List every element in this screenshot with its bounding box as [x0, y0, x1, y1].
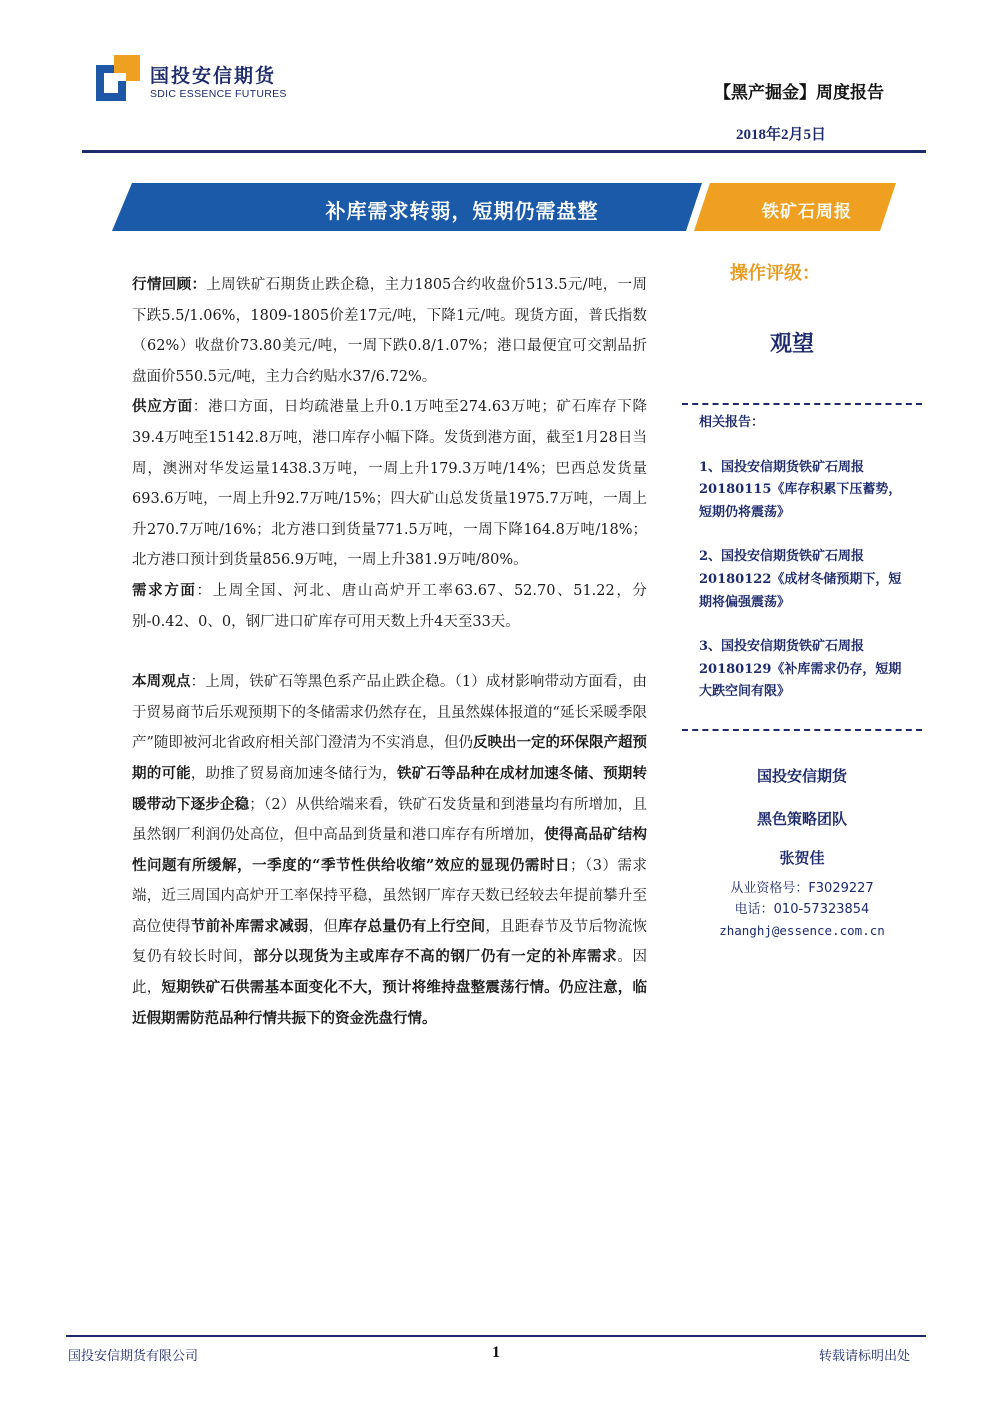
- view-text-1: ：上周，铁矿石等黑色系产品止跌企稳。（1）成材影响带动方面看，由于贸易商节后乐观预期下的冬储需求仍然存在，且虽然媒体报道的“延长采暖季限产”随即被河北省政府相关部门澄清为不实消息，但仍: [132, 674, 647, 752]
- supply-heading: 供应方面: [132, 398, 193, 416]
- view-emphasis-6: 部分以现货为主或库存不高的钢厂仍有一定的补库需求: [253, 948, 618, 966]
- supply-paragraph: [132, 392, 647, 576]
- footer-company: 国投安信期货有限公司: [68, 1349, 199, 1364]
- view-emphasis-4: 节前补库需求减弱: [190, 917, 309, 935]
- view-emphasis-7: 短期铁矿石供需基本面变化不大，预计将维持盘整震荡行情。仍应注意，临近假期需防范品种行情共振下的资金洗盘行情。: [132, 979, 648, 1027]
- market-review-paragraph: [132, 270, 647, 392]
- market-review-heading: 行情回顾：: [132, 276, 207, 293]
- analyst-team: [682, 765, 922, 941]
- section-gap: [132, 637, 647, 667]
- analyst-email: zhanghj@essence.com.cn: [719, 923, 885, 938]
- logo-chinese-name: 国投安信期货: [150, 65, 277, 87]
- market-review-text: 上周铁矿石期货止跌企稳，主力1805合约收盘价513.5元/吨，一周下跌5.5/1.06%，1809-1805价差17元/吨，下降1元/吨。现货方面，普氏指数（62%）收盘价73.80美元/吨，一周下跌0.8/1.07%；港口最便宜可交割品折盘面价550.5元/吨，主力合约贴水37/6.72%。: [132, 277, 648, 385]
- supply-text: ：港口方面，日均疏港量上升0.1万吨至274.63万吨；矿石库存下降39.4万吨至15142.8万吨，港口库存小幅下降。发货到港方面，截至1月28日当周，澳洲对华发运量1438.3万吨，一周上升179.3万吨/14%；巴西总发货量693.6万吨，一周上升92.7万吨/15%；四大矿山总发货量1975.7万吨，一周上升270.7万吨/16%；北方港口到货量771.5万吨，一周下降164.8万吨/18%；北方港口预计到货量856.9万吨，一周上升381.9万吨/80%。: [132, 399, 648, 569]
- view-emphasis-2: 铁矿石等品种在成材加速冬储、预期转暖带动下逐步企稳: [132, 764, 648, 813]
- related-report-item: 3、国投安信期货铁矿石周报20180129《补库需求仍存，短期大跌空间有限》: [699, 639, 902, 700]
- rating-value: 观望: [770, 331, 815, 357]
- analyst-phone: 电话：010-57323854: [734, 902, 870, 917]
- related-report-item: 2、国投安信期货铁矿石周报20180122《成材冬储预期下，短期将偏强震荡》: [699, 549, 902, 610]
- view-emphasis-3: 使得高品矿结构性问题有所缓解，一季度的“季节性供给收缩”效应的显现仍需时日: [132, 826, 648, 874]
- view-text-7: 。因此，: [132, 949, 648, 997]
- sidebar-divider-bottom: [682, 729, 922, 731]
- related-report-item: 1、国投安信期货铁矿石周报20180115《库存积累下压蓄势，短期仍将震荡》: [699, 459, 902, 520]
- sidebar-divider-top: [682, 403, 922, 405]
- rating-label: 操作评级：: [730, 263, 820, 284]
- title-banner: [112, 183, 896, 231]
- team-company: 国投安信期货: [756, 767, 847, 785]
- header-divider: [82, 150, 926, 153]
- related-reports: [699, 412, 909, 704]
- demand-paragraph: [132, 576, 647, 637]
- report-date: 2018年2月5日: [735, 127, 826, 143]
- report-category: 铁矿石周报: [762, 202, 852, 222]
- report-title: 补库需求转弱，短期仍需盘整: [325, 199, 599, 223]
- analyst-name: 张贺佳: [779, 849, 825, 867]
- view-text-5: ，但: [308, 918, 339, 935]
- view-text-2: ，助推了贸易商加速冬储行为，: [190, 765, 397, 782]
- view-emphasis-1: 反映出一定的环保限产超预期的可能: [132, 734, 647, 782]
- view-text-4: ；（3）需求端，近三周国内高炉开工率保持平稳，虽然钢厂库存天数已经较去年提前攀升至高位使得: [132, 857, 647, 935]
- logo-mark-icon: [96, 55, 140, 101]
- main-content: [132, 270, 647, 1034]
- view-text-6: ，且距春节及节后物流恢复仍有较长时间，: [132, 918, 648, 966]
- company-logo: [96, 55, 296, 105]
- weekly-view-heading: 本周观点: [132, 673, 191, 691]
- view-text-3: ；（2）从供给端来看，铁矿石发货量和到港量均有所增加，且虽然钢厂利润仍处高位，但中高品到货量和港口库存有所增加，: [132, 796, 647, 844]
- view-emphasis-5: 库存总量仍有上行空间: [338, 917, 486, 935]
- demand-heading: 需求方面: [132, 581, 197, 599]
- related-reports-title: 相关报告：: [699, 415, 765, 430]
- analyst-license: 从业资格号：F3029227: [730, 881, 874, 896]
- logo-english-name: SDIC ESSENCE FUTURES: [150, 88, 287, 100]
- footer-notice: 转载请标明出处: [818, 1349, 910, 1364]
- page-number: 1: [492, 1344, 500, 1361]
- weekly-view-paragraph: [132, 667, 647, 1034]
- demand-text: ：上周全国、河北、唐山高炉开工率63.67、52.70、51.22，分别-0.42、0、0，钢厂进口矿库存可用天数上升4天至33天。: [132, 582, 648, 630]
- report-type: 【黑产掘金】周度报告: [714, 83, 884, 103]
- team-name: 黑色策略团队: [756, 810, 847, 828]
- footer-divider: [66, 1335, 926, 1337]
